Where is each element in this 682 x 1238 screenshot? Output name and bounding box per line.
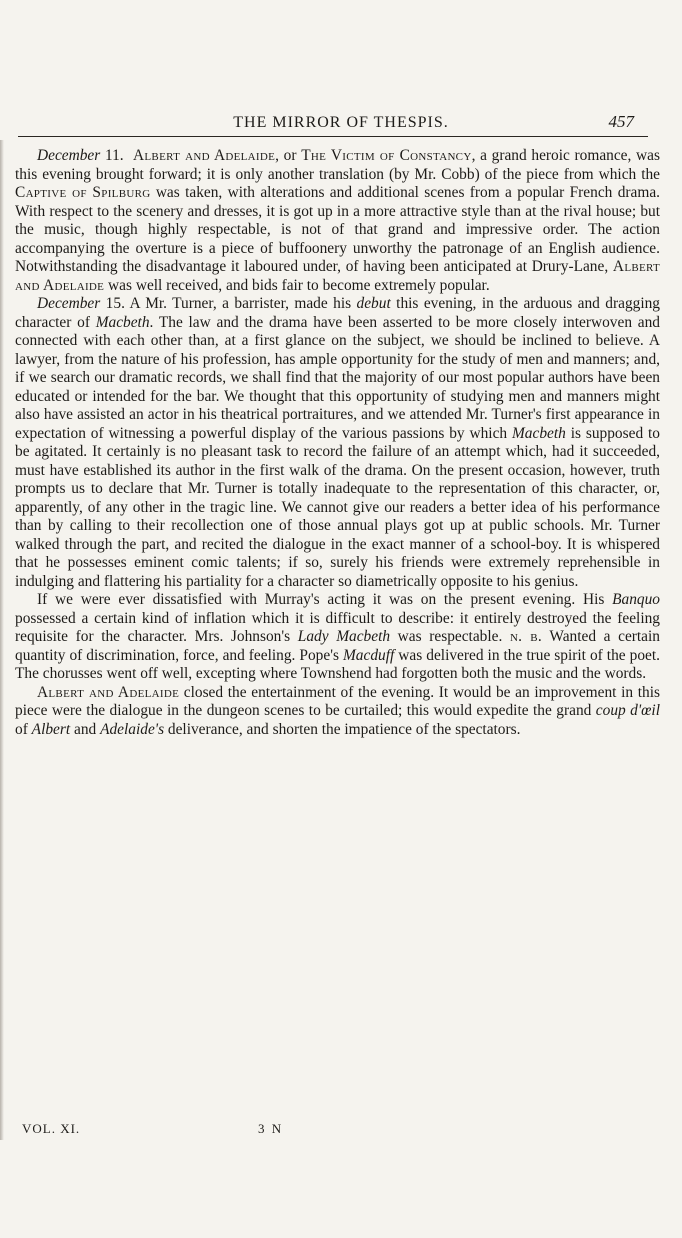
play-title: Captive of Spilburg [15, 184, 151, 201]
header-rule [18, 136, 648, 137]
paragraph-albert-adelaide: Albert and Adelaide closed the entertainment of the evening. It would be an improvement in this piece were the dialogue in the dungeon scenes to be curtailed; this would expedite the grand coup d'œil of Albert and Adelaide's deliverance, and shorten the impatience of the spectators. [15, 683, 660, 738]
page-number: 457 [608, 112, 634, 131]
paragraph-murray: If we were ever dissatisfied with Murray's acting it was on the present evening. His Banquo possessed a certain kind of inflation which it is difficult to describe: it entirely destroyed the feeling requisite for the character. Mrs. Johnson's Lady Macbeth was respectable. n. b. Wanted a certain quantity of discrimination, force, and feeling. Pope's Macduff was delivered in the true spirit of the poet. The chorusses went off well, excepting where Townshend had forgotten both the music and the words. [15, 591, 660, 682]
play-subtitle: The Victim of Constancy [301, 147, 472, 164]
play-title: Albert and Adelaide [133, 147, 276, 164]
page-binding-shadow [0, 140, 4, 1140]
paragraph-december-11: December 11. Albert and Adelaide, or The Victim of Constancy, a grand heroic romance, was this evening brought forward; it is only another translation (by Mr. Cobb) of the piece from which the Captive of Spilburg was taken, with alterations and additional scenes from a popular French drama. With respect to the scenery and dresses, it is got up in a more attractive style than at the rival house; but the music, though highly respectable, is not of that grand and impressive order. The action accompanying the overture is a piece of buffoonery unworthy the patronage of an English audience. Notwithstanding the disadvantage it laboured under, of having been anticipated at Drury-Lane, Albert and Adelaide was well received, and bids fair to become extremely popular. [15, 147, 660, 294]
page-footer [22, 1121, 662, 1143]
running-header: THE MIRROR OF THESPIS. [233, 114, 449, 131]
play-title: Albert and Adelaide [37, 683, 180, 701]
entry-date: December [37, 147, 101, 164]
signature-mark: 3 N [258, 1121, 284, 1136]
article-body [15, 147, 660, 739]
entry-date: December [37, 295, 101, 312]
volume-label: VOL. XI. [22, 1121, 81, 1136]
paragraph-december-15: December 15. A Mr. Turner, a barrister, made his debut this evening, in the arduous and dragging character of Macbeth. The law and the drama have been asserted to be more closely interwoven and connected with each other than, at a first glance on the subject, we should be inclined to believe. A lawyer, from the nature of his profession, has ample opportunity for the study of men and manners; and, if we search our dramatic records, we shall find that the majority of our most popular authors have been educated or intended for the bar. We thought that this opportunity of studying men and manners might also have assisted an actor in his theatrical portraitures, and we attended Mr. Turner's first appearance in expectation of witnessing a powerful display of the various passions by which Macbeth is supposed to be agitated. It certainly is no pleasant task to record the failure of an attempt which, had it succeeded, must have established its author in the first walk of the drama. On the present occasion, however, truth prompts us to declare that Mr. Turner is totally inadequate to the representation of this character, or, apparently, of any other in the tragic line. We cannot give our readers a better idea of his performance than by calling to their recollection one of those annual plays got up at public schools. Mr. Turner walked through the part, and recited the dialogue in the exact manner of a school-boy. It is whispered that he possesses eminent comic talents; if so, surely his friends were extremely reprehensible in indulging and flattering his partiality for a character so diametrically opposite to his genius. [15, 295, 660, 590]
play-title: Albert and Adelaide [15, 258, 660, 294]
